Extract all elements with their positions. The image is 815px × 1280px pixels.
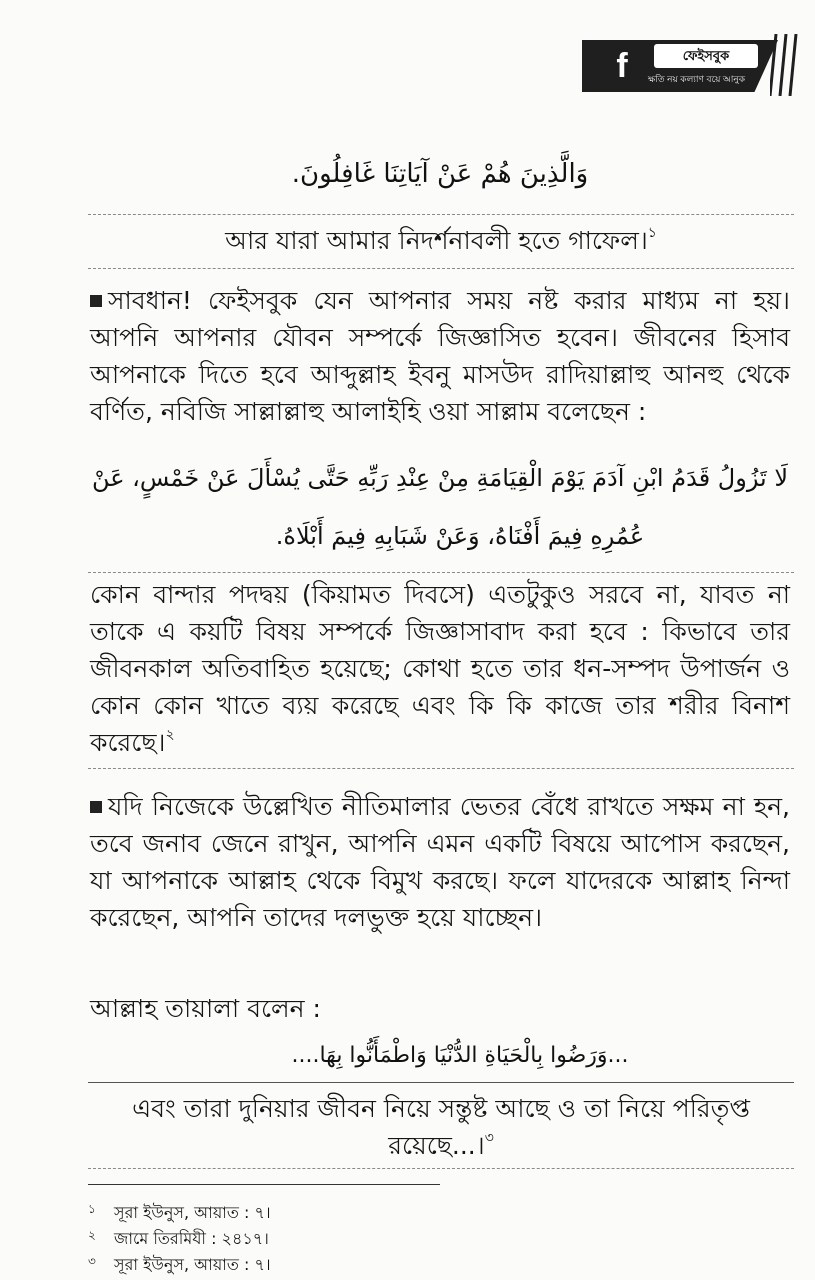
footnote-number: ৩ [88, 1254, 96, 1268]
hadith-translation-text: কোন বান্দার পদদ্বয় (কিয়ামত দিবসে) এতটুকুও সরবে না, যাবত না তাকে এ কয়টি বিষয় সম্পর্কে জিজ্ঞাসাবাদ করা হবে : কিভাবে তার জীবনকাল অতিবাহিত হয়েছে; কোথা হতে তার ধন-সম্পদ উপার্জন ও কোন কোন খাতে ব্যয় করেছে এবং কি কি কাজে তার শরীর বিনাশ করেছে। [90, 580, 790, 757]
footnote-1 [88, 1198, 271, 1224]
section2-paragraph [90, 788, 790, 936]
bullet-square-icon [90, 801, 102, 813]
bullet-square-icon [90, 295, 102, 307]
verse1-ref: ১ [647, 225, 657, 241]
verse2-arabic: ...وَرَضُوا بِالْحَيَاةِ الدُّنْيَا وَاطْمَأَنُّوا بِهَا.... [291, 1043, 629, 1068]
hadith-arabic-line2: عُمُرِهِ فِيمَ أَفْنَاهُ، وَعَنْ شَبَابِهِ فِيمَ أَبْلَاهُ. [275, 522, 645, 550]
divider [88, 768, 794, 769]
divider [88, 1168, 794, 1169]
footnote-text: সূরা ইউনুস, আয়াত : ৭। [114, 1203, 271, 1222]
footnote-text: জামে তিরমিযী : ২৪১৭। [114, 1229, 269, 1248]
divider [88, 572, 794, 573]
verse1-arabic: وَالَّذِينَ هُمْ عَنْ آيَاتِنَا غَافِلُونَ. [291, 159, 589, 189]
header-tagline: ক্ষতি নয় কল্যাণ বয়ে আনুক [648, 74, 746, 84]
verse2-translation-line2 [88, 1127, 794, 1164]
verse2-ref: ৩ [484, 1130, 494, 1146]
header-badge [582, 34, 782, 96]
verse2-translation-text: রয়েছে...। [388, 1131, 485, 1160]
section2-text: যদি নিজেকে উল্লেখিত নীতিমালার ভেতর বেঁধে রাখতে সক্ষম না হন, তবে জনাব জেনে রাখুন, আপনি এমন একটি বিষয়ে আপোস করছেন, যা আপনাকে আল্লাহ থেকে বিমুখ করছে। ফলে যাদেরকে আল্লাহ নিন্দা করেছেন, আপনি তাদের দলভুক্ত হয়ে যাচ্ছেন। [90, 792, 790, 932]
verse1-translation [88, 222, 794, 259]
footnote-2 [88, 1224, 269, 1250]
hadith-ref: ২ [165, 727, 175, 743]
header-title: ফেইসবুক [654, 44, 758, 68]
facebook-icon: f [616, 47, 628, 85]
verse2-intro: আল্লাহ তায়ালা বলেন : [90, 994, 321, 1023]
section1-text: সাবধান! ফেইসবুক যেন আপনার সময় নষ্ট করার মাধ্যম না হয়। আপনি আপনার যৌবন সম্পর্কে জিজ্ঞাসিত হবেন। জীবনের হিসাব আপনাকে দিতে হবে আব্দুল্লাহ ইবনু মাসউদ রাদিয়াল্লাহু আনহু থেকে বর্ণিত, নবিজি সাল্লাল্লাহু আলাইহি ওয়া সাল্লাম বলেছেন : [90, 286, 790, 426]
footnote-separator [88, 1184, 440, 1185]
hadith-arabic-line1: لَا تَزُولُ قَدَمُ ابْنِ آدَمَ يَوْمَ الْقِيَامَةِ مِنْ عِنْدِ رَبِّهِ حَتَّى يُسْأَلَ عَنْ خَمْسٍ، عَنْ [91, 464, 789, 492]
footnote-number: ২ [88, 1228, 96, 1242]
verse2-translation-line1: এবং তারা দুনিয়ার জীবন নিয়ে সন্তুষ্ট আছে ও তা নিয়ে পরিতৃপ্ত [132, 1094, 750, 1123]
footnote-text: সূরা ইউনুস, আয়াত : ৭। [114, 1255, 271, 1274]
divider [88, 1082, 794, 1083]
section1-paragraph [90, 282, 790, 430]
footnote-3 [88, 1250, 271, 1276]
footnote-number: ১ [88, 1202, 96, 1216]
verse1-translation-text: আর যারা আমার নিদর্শনাবলী হতে গাফেল। [225, 226, 648, 255]
hadith-translation [90, 576, 790, 761]
divider [88, 214, 794, 215]
divider [88, 268, 794, 269]
